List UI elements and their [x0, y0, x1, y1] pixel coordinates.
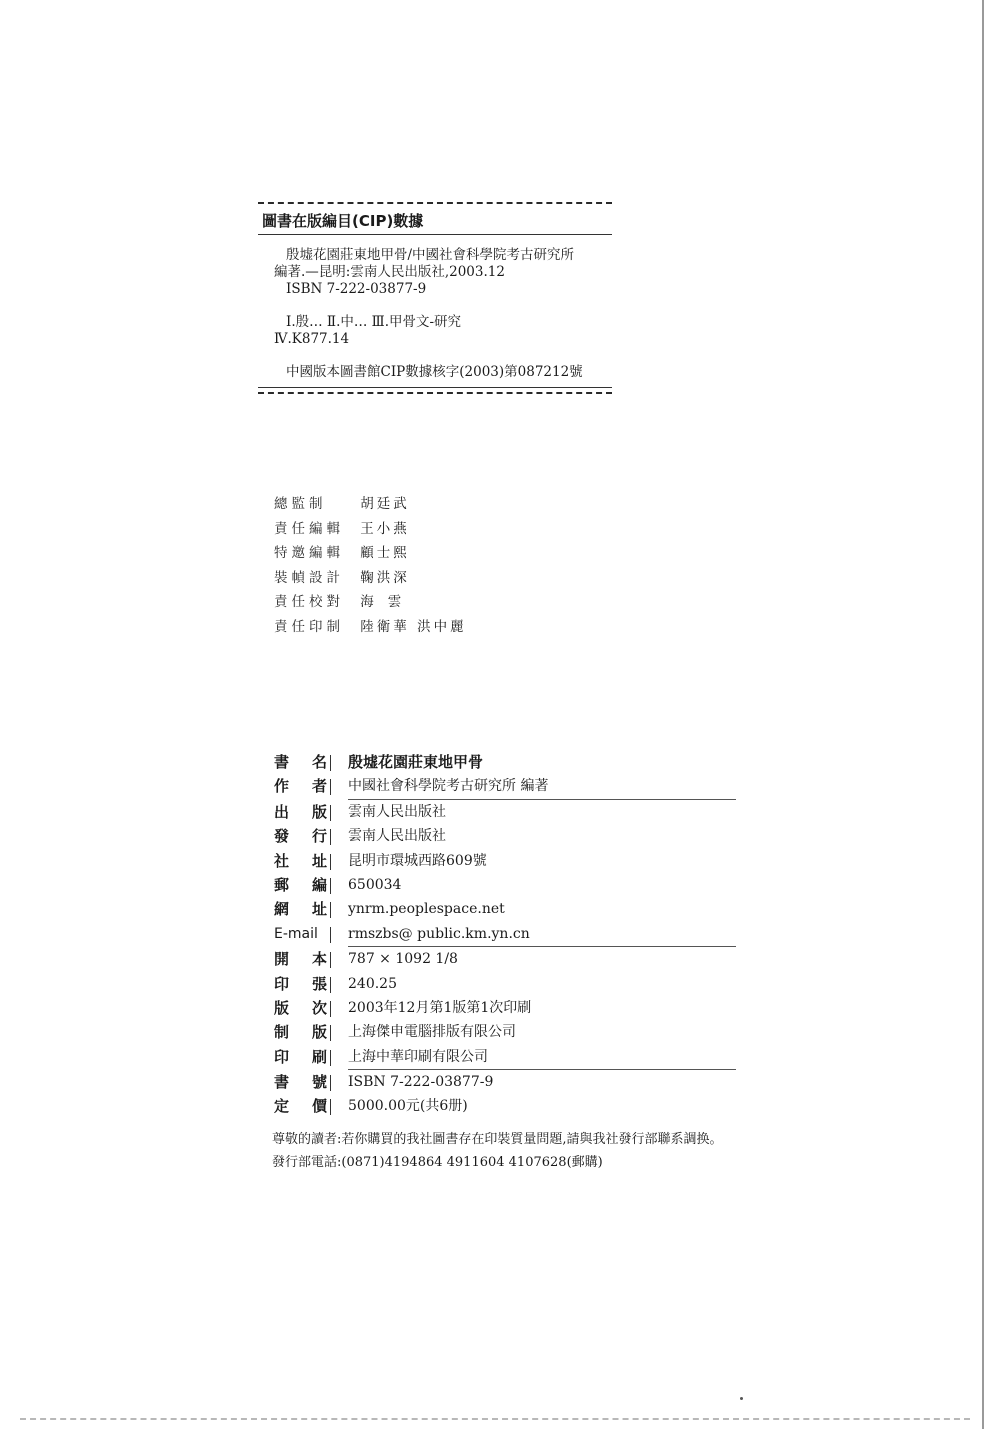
pub-separator: [330, 878, 331, 894]
credit-value: 鞠洪深: [360, 569, 410, 586]
notice-phone-line: 發行部電話:(0871)4194864 4911604 4107628(郵購): [272, 1155, 603, 1170]
cip-bottom-rule: [258, 387, 612, 388]
pub-label: 書號: [274, 1073, 327, 1092]
pub-separator: [330, 1050, 331, 1066]
pub-separator: [330, 902, 331, 918]
pub-label: 網址: [274, 900, 327, 919]
reader-notice: [272, 1128, 723, 1174]
credit-label: 特邀編輯: [274, 545, 344, 561]
pub-separator: [330, 977, 331, 993]
cip-line: 編著.—昆明:雲南人民出版社,2003.12: [274, 264, 505, 280]
pub-separator: [330, 952, 331, 968]
pub-row-format: [274, 947, 736, 971]
cip-line: 殷墟花園莊東地甲骨/中國社會科學院考古研究所: [286, 247, 575, 263]
credit-label: 裝幀設計: [274, 569, 344, 586]
cip-line: 中國版本圖書館CIP數據核字(2003)第087212號: [286, 364, 583, 380]
pub-row-edition: [274, 996, 736, 1020]
pub-value: 2003年12月第1版第1次印刷: [348, 999, 532, 1016]
cip-line: ISBN 7-222-03877-9: [286, 281, 427, 297]
pub-row-email: [274, 922, 736, 946]
pub-value: 殷墟花園莊東地甲骨: [348, 753, 484, 771]
credit-row: [274, 590, 467, 615]
pub-label: 版次: [274, 998, 327, 1017]
pub-row-title: [274, 750, 736, 774]
pub-value: 雲南人民出版社: [348, 828, 446, 845]
credit-row: [274, 517, 467, 542]
pub-row-website: [274, 897, 736, 921]
scan-speck: [740, 1397, 743, 1400]
credit-label: 責任印制: [274, 618, 344, 635]
credit-value: 陸衛華 洪中麗: [360, 618, 467, 635]
pub-row-author: [274, 774, 736, 798]
cip-body: [274, 247, 612, 381]
pub-label: 定價: [274, 1097, 327, 1116]
pub-value: ISBN 7-222-03877-9: [348, 1074, 494, 1091]
pub-value: 昆明市環城西路609號: [348, 852, 487, 869]
credit-value: 胡廷武: [360, 496, 410, 512]
cip-title: 圖書在版編目(CIP)數據: [262, 212, 424, 230]
credit-row: [274, 566, 467, 591]
credits-list: [274, 492, 467, 639]
pub-label: 作者: [274, 777, 327, 796]
pub-label: 社址: [274, 851, 327, 870]
pub-value: 上海傑申電腦排版有限公司: [348, 1024, 516, 1041]
pub-label: 印刷: [274, 1047, 327, 1066]
cip-title-rule: [258, 234, 612, 235]
credit-label: 責任校對: [274, 594, 344, 610]
pub-value: rmszbs@ public.km.yn.cn: [348, 925, 530, 942]
cip-data-block: [258, 202, 612, 394]
pub-label: 印張: [274, 974, 327, 993]
publication-info-table: [274, 750, 736, 1119]
pub-label: 開本: [274, 950, 327, 969]
pub-value: 中國社會科學院考古研究所 編著: [348, 778, 549, 795]
cip-line: Ⅳ.K877.14: [274, 331, 350, 347]
credit-row: [274, 492, 467, 517]
credit-label: 責任編輯: [274, 520, 344, 537]
pub-row-distributor: [274, 824, 736, 848]
pub-row-address: [274, 849, 736, 873]
pub-separator: [330, 1075, 331, 1091]
pub-label: E-mail: [274, 925, 318, 942]
pub-row-postcode: [274, 873, 736, 897]
credit-label: 總監制: [274, 496, 327, 512]
pub-value: 上海中華印刷有限公司: [348, 1048, 488, 1065]
credit-value: 顧士熙: [360, 545, 410, 561]
pub-label: 書名: [274, 753, 327, 771]
credit-value: 王小燕: [360, 520, 410, 537]
page-edge-shadow: [982, 0, 984, 1429]
pub-row-plate-making: [274, 1020, 736, 1044]
pub-separator: [330, 779, 331, 795]
pub-label: 出版: [274, 802, 327, 821]
pub-value: 787 × 1092 1/8: [348, 951, 458, 968]
credit-value: 海雲: [360, 594, 416, 610]
cip-line: Ⅰ.殷… Ⅱ.中… Ⅲ.甲骨文-研究: [286, 314, 462, 330]
pub-row-sheets: [274, 972, 736, 996]
pub-value: 650034: [348, 876, 402, 893]
pub-value: 雲南人民出版社: [348, 803, 446, 820]
pub-separator: [330, 829, 331, 845]
pub-separator: [330, 805, 331, 821]
pub-separator: [330, 1001, 331, 1017]
pub-value: 240.25: [348, 975, 397, 992]
pub-row-printing: [274, 1045, 736, 1069]
pub-separator: [330, 755, 331, 771]
pub-row-isbn: [274, 1070, 736, 1094]
notice-line: 尊敬的讀者:若你購買的我社圖書存在印裝質量問題,請與我社發行部聯系調换。: [272, 1132, 723, 1147]
pub-value: 5000.00元(共6册): [348, 1098, 468, 1115]
pub-separator: [330, 1099, 331, 1115]
credit-row: [274, 615, 467, 640]
pub-row-price: [274, 1094, 736, 1118]
cip-bottom-dashed-rule: [258, 392, 612, 394]
scan-bottom-edge: [20, 1418, 970, 1420]
pub-label: 發行: [274, 827, 327, 846]
pub-separator: [330, 927, 331, 943]
pub-label: 制版: [274, 1023, 327, 1042]
pub-separator: [330, 1025, 331, 1041]
credit-row: [274, 541, 467, 566]
cip-top-dashed-rule: [258, 202, 612, 204]
pub-row-publisher: [274, 800, 736, 824]
pub-separator: [330, 854, 331, 870]
pub-label: 郵編: [274, 875, 327, 894]
pub-value: ynrm.peoplespace.net: [348, 901, 505, 918]
